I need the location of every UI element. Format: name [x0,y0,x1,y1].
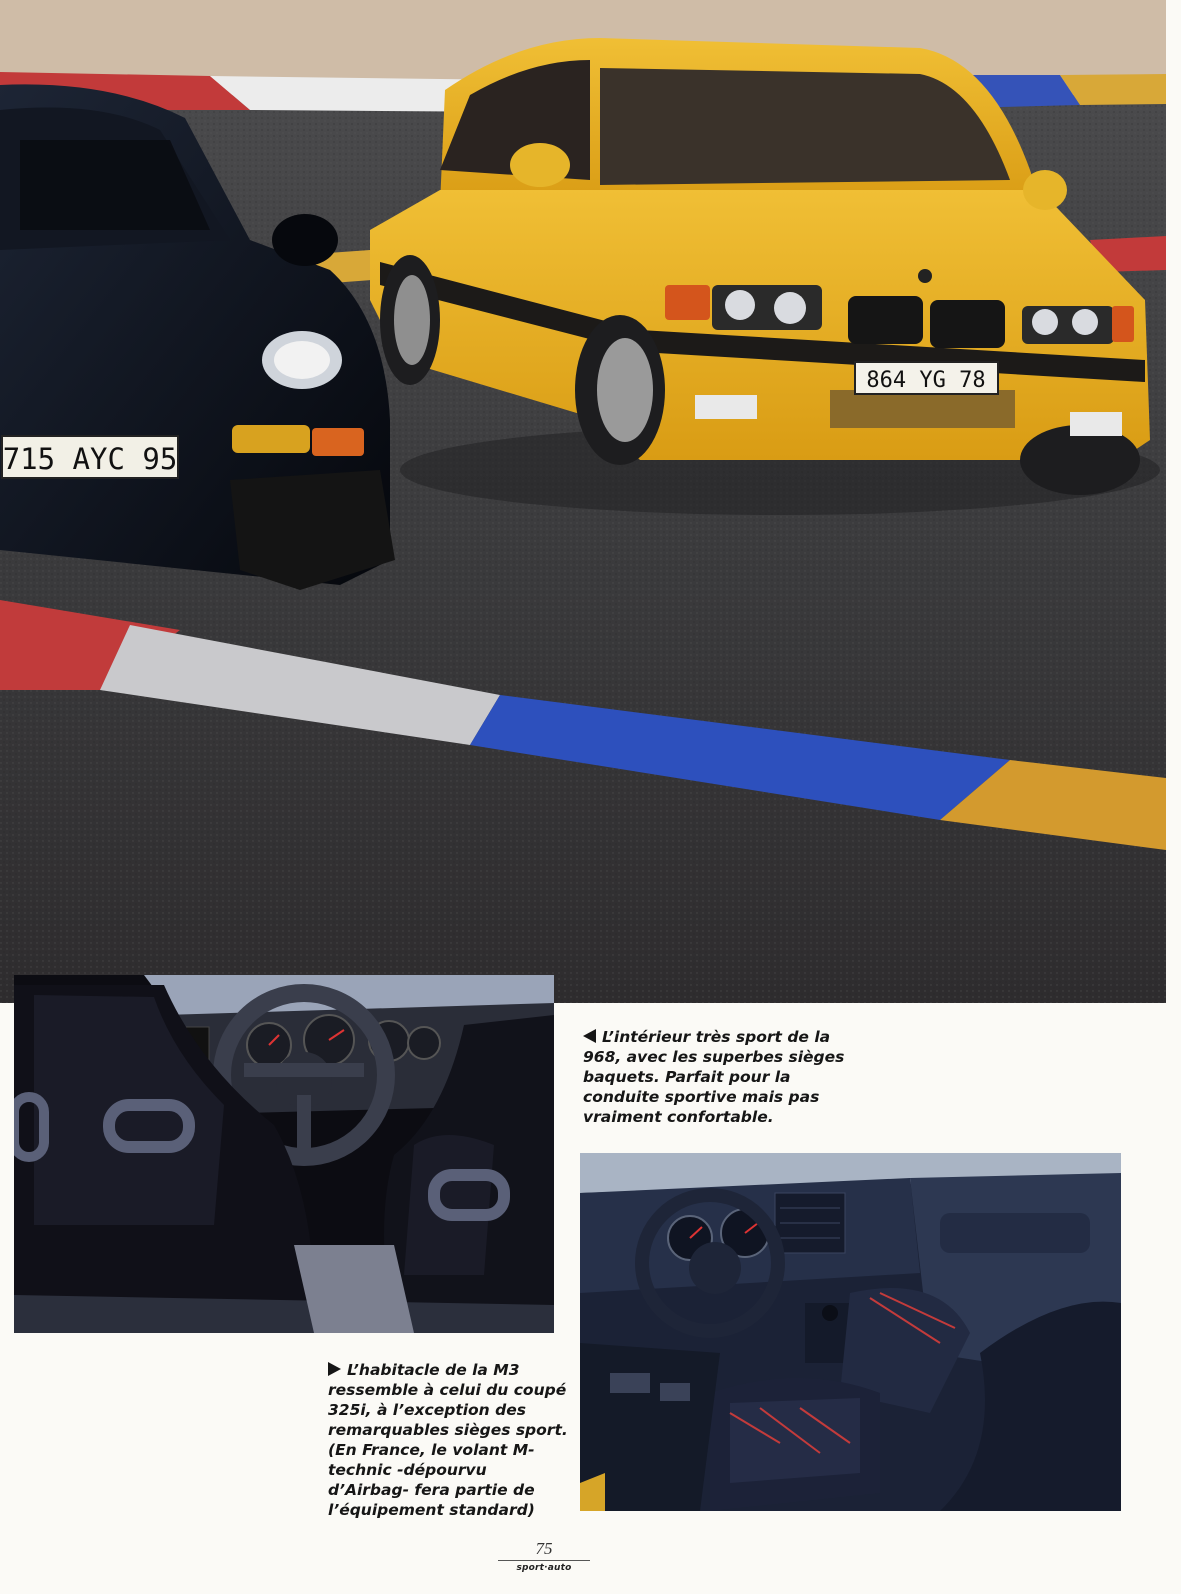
bmw-plate-text: 864 YG 78 [866,368,986,393]
page-footer [494,1540,594,1573]
caption-968-text: L’intérieur très sport de la 968, avec les superbes sièges baquets. Parfait pour la conduite sportive mais pas vraiment confortable. [583,1028,845,1126]
caption-968 [583,1027,863,1127]
caption-m3-text: L’habitacle de la M3 ressemble à celui du coupé 325i, à l’exception des remarquables sièges sport. (En France, le volant M- technic -dépourvu d’Airbag- fera partie de l’équipement standard) [328,1361,568,1519]
bmw-interior-photo [580,1153,1121,1511]
arrow-right-icon [328,1362,341,1376]
footer-rule [498,1560,590,1561]
arrow-left-icon [583,1029,596,1043]
magazine-name: sport·auto [516,1563,572,1573]
porsche-plate-text: 715 AYC 95 [2,442,178,476]
porsche-interior-photo [14,975,554,1333]
page-number: 75 [535,1539,553,1558]
caption-m3 [328,1360,568,1520]
